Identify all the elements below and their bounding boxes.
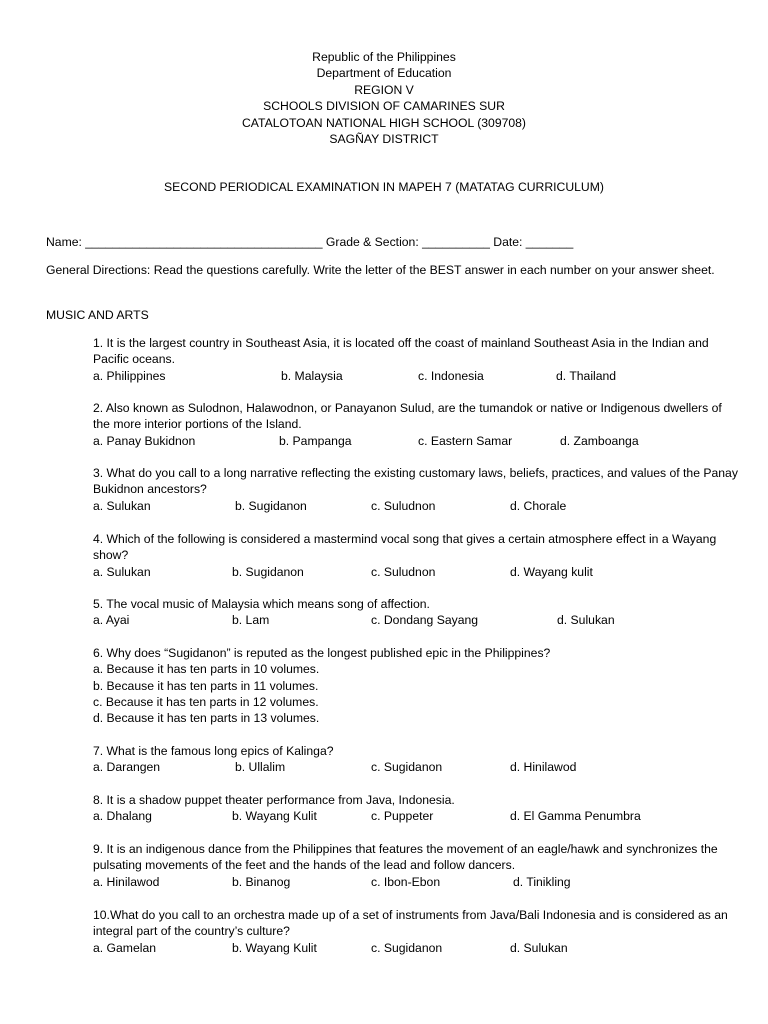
option-a: a. Ayai: [93, 613, 130, 628]
question-text: 4. Which of the following is considered a mastermind vocal song that gives a certain atmosphere effect in a Wayang show?: [93, 532, 717, 563]
option-a: a. Because it has ten parts in 10 volumes.: [93, 662, 320, 677]
option-c: c. Suludnon: [371, 498, 436, 513]
options-row: [93, 940, 738, 956]
option-c: c. Suludnon: [371, 564, 436, 579]
option-d: d. Zamboanga: [560, 433, 639, 448]
header-line-region: REGION V: [354, 82, 414, 97]
question-6: [93, 645, 738, 726]
option-d: d. Because it has ten parts in 13 volumes.: [93, 711, 320, 726]
option-d: d. Thailand: [556, 368, 617, 383]
question-3: [93, 465, 738, 514]
option-c: c. Puppeter: [371, 809, 434, 824]
question-text: 5. The vocal music of Malaysia which means song of affection.: [93, 597, 430, 611]
option-c: c. Indonesia: [418, 368, 484, 383]
general-directions: General Directions: Read the questions carefully. Write the letter of the BEST answer in each number on your answer sheet.: [46, 263, 715, 277]
option-a: a. Sulukan: [93, 498, 151, 513]
option-d: d. Wayang kulit: [510, 564, 593, 579]
option-d: d. Chorale: [510, 498, 567, 513]
option-b: b. Ullalim: [235, 760, 286, 775]
option-b: b. Because it has ten parts in 11 volumes.: [93, 678, 319, 693]
options-row: [93, 368, 738, 384]
option-b: b. Wayang Kulit: [232, 809, 317, 824]
question-text: 3. What do you call to a long narrative reflecting the existing customary laws, beliefs, practices, and values of the Panay Bukidnon ancestors?: [93, 466, 738, 497]
option-d: d. Tinikling: [513, 874, 571, 889]
option-d: d. Sulukan: [557, 613, 615, 628]
header-line-division: SCHOOLS DIVISION OF CAMARINES SUR: [263, 99, 505, 114]
option-c: c. Ibon-Ebon: [371, 874, 441, 889]
option-c: c. Because it has ten parts in 12 volumes.: [93, 694, 319, 709]
option-d: d. Sulukan: [510, 940, 568, 955]
option-b: b. Binanog: [232, 874, 291, 889]
option-a: a. Gamelan: [93, 940, 157, 955]
exam-title: SECOND PERIODICAL EXAMINATION IN MAPEH 7 (MATATAG CURRICULUM): [164, 180, 604, 194]
option-b: b. Lam: [232, 613, 270, 628]
question-text: 8. It is a shadow puppet theater performance from Java, Indonesia.: [93, 793, 455, 807]
header-line-district: SAGÑAY DISTRICT: [329, 132, 439, 147]
options-row: [93, 612, 738, 628]
option-b: b. Malaysia: [281, 368, 343, 383]
question-text: 2. Also known as Sulodnon, Halawodnon, or Panayanon Sulud, are the tumandok or native or Indigenous dwellers of the more interior portions of the Island.: [93, 401, 722, 432]
option-b: b. Sugidanon: [232, 564, 304, 579]
question-9: [93, 841, 738, 890]
question-1: [93, 335, 738, 384]
option-c: c. Sugidanon: [371, 760, 443, 775]
question-4: [93, 531, 738, 580]
options-row: [93, 874, 738, 890]
student-info-line: Name: ___________________________________ Grade & Section: __________ Date: _______: [46, 235, 574, 249]
question-text: 7. What is the famous long epics of Kalinga?: [93, 744, 334, 758]
option-a: a. Hinilawod: [93, 874, 160, 889]
option-b: b. Sugidanon: [235, 498, 307, 513]
options-row: [93, 498, 738, 514]
question-7: [93, 743, 738, 776]
options-row: [93, 564, 738, 580]
option-c: c. Eastern Samar: [418, 433, 513, 448]
header-line-republic: Republic of the Philippines: [312, 50, 456, 64]
question-5: [93, 596, 738, 629]
option-a: a. Darangen: [93, 760, 161, 775]
header-line-department: Department of Education: [316, 66, 452, 81]
question-text: 1. It is the largest country in Southeast Asia, it is located off the coast of mainland Southeast Asia in the Indian and Pacific oceans.: [93, 336, 709, 367]
question-text: 9. It is an indigenous dance from the Philippines that features the movement of an eagle/hawk and synchronizes the pulsating movements of the feet and the hands of the lead and follow dancers.: [93, 842, 718, 873]
header-line-school: CATALOTOAN NATIONAL HIGH SCHOOL (309708): [242, 115, 526, 130]
option-d: d. El Gamma Penumbra: [510, 809, 641, 824]
question-10: [93, 907, 738, 956]
option-b: b. Wayang Kulit: [232, 940, 317, 955]
option-d: d. Hinilawod: [510, 760, 577, 775]
option-c: c. Dondang Sayang: [371, 613, 479, 628]
options-row: [93, 433, 738, 449]
question-2: [93, 400, 738, 449]
school-header: [0, 49, 768, 147]
question-text: 6. Why does “Sugidanon” is reputed as the longest published epic in the Philippines?: [93, 646, 551, 660]
option-a: a. Panay Bukidnon: [93, 433, 196, 448]
option-a: a. Sulukan: [93, 564, 151, 579]
option-a: a. Dhalang: [93, 809, 152, 824]
option-a: a. Philippines: [93, 368, 166, 383]
question-text: 10.What do you call to an orchestra made up of a set of instruments from Java/Bali Indonesia and is considered as an integral part of the country’s culture?: [93, 908, 728, 939]
option-c: c. Sugidanon: [371, 940, 443, 955]
option-b: b. Pampanga: [279, 433, 352, 448]
options-row: [93, 759, 738, 775]
section-title: MUSIC AND ARTS: [46, 308, 149, 322]
question-8: [93, 792, 738, 825]
options-row: [93, 808, 738, 824]
